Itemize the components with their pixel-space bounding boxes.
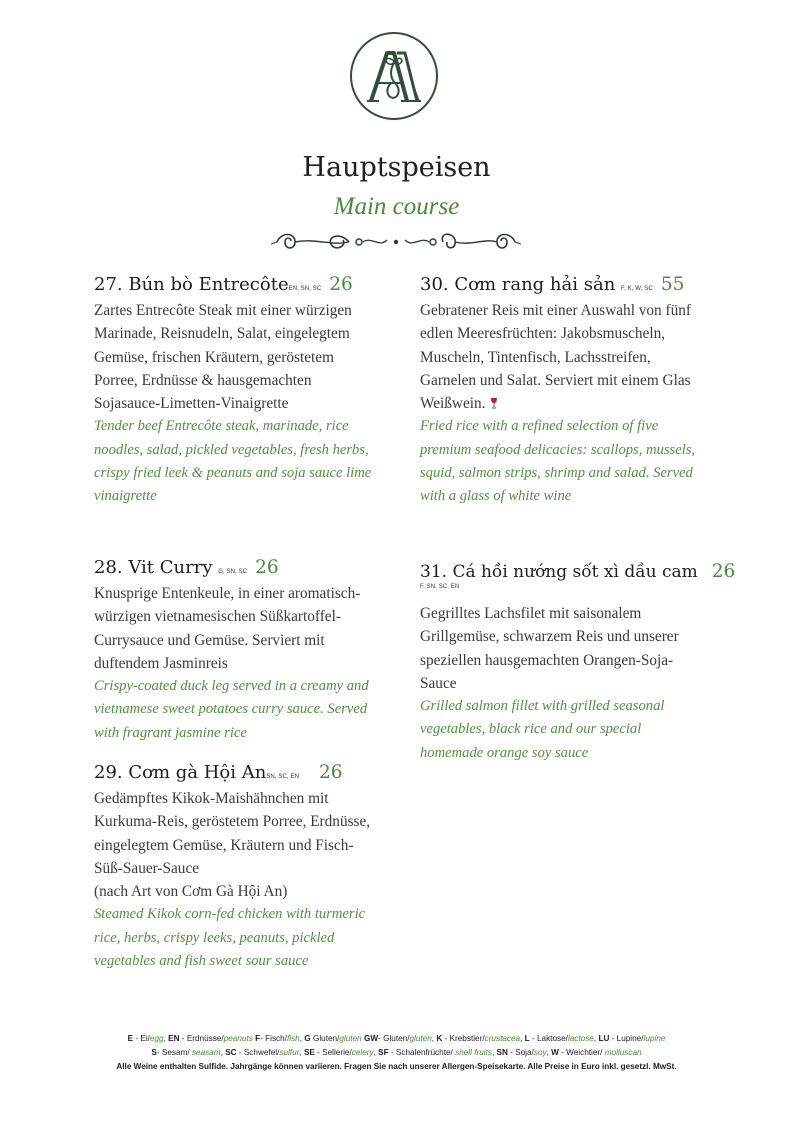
dish-name: 31. Cá hồi nướng sốt xì dầu cam [420,562,698,582]
allergen-codes: SN, SC, EN [266,774,300,780]
description-en: Crispy-coated duck leg served in a creamy and vietnamese sweet potatoes curry sauce. Served with fragrant jasmine rice [94,678,369,741]
dish-30 [420,274,705,509]
description-de-text: Gebratener Reis mit einer Auswahl von fünf edlen Meeresfrüchten: Jakobsmuscheln, Muscheln, Tintenfisch, Lachsstreifen, Garnelen und Salat. Serviert mit einem Glas Weißwein. [420,302,692,413]
dish-name: 29. Cơm gà Hội An [94,762,267,783]
description-de: Zartes Entrecôte Steak mit einer würzigen Marinade, Reisnudeln, Salat, eingelegtem Gemüse, frischen Kräutern, geröstetem Porree, Erdnüsse & hausgemachten Sojasauce-Limetten-Vinaigrette [94,302,352,413]
dish-27 [94,274,379,509]
dish-name: 27. Bún bò Entrecôte [94,274,289,295]
allergen-legend-2 [0,1048,793,1057]
dish-name: 30. Cơm rang hải sản [420,274,616,295]
description-de: Gegrilltes Lachsfilet mit saisonalem Grillgemüse, schwarzem Reis und unserer speziellen hausgemachten Orangen-Soja-Sauce [420,605,679,692]
description-en: Fried rice with a refined selection of five premium seafood delicacies: scallops, mussels, squid, salmon strips, shrimp and salad. Served with a glass of white wine [420,418,696,505]
allergen-codes: G, SN, SC [218,569,248,575]
description-de [420,299,705,415]
allergen-codes: EN, SN, SC [288,286,322,292]
dish-heading [94,274,379,295]
allergen-codes: F, K, W, SC [621,286,653,292]
wine-glass-icon [489,397,499,409]
wine-disclaimer: Alle Weine enthalten Sulfide. Jahrgänge können variieren. Fragen Sie nach unserer Allergen-Speisekarte. Alle Preise in Euro inkl. gesetzl. MwSt. [116,1062,677,1071]
dish-price: 26 [319,762,343,783]
monogram-logo [349,31,439,121]
description-en: Grilled salmon fillet with grilled seasonal vegetables, black rice and our special homemade orange soy sauce [420,698,665,761]
dish-heading [94,557,379,578]
dish-heading [420,561,736,582]
dish-28 [94,557,379,745]
dish-price: 26 [711,561,736,582]
dish-heading [420,274,705,295]
description-de: Gedämpftes Kikok-Maishähnchen mit Kurkuma-Reis, geröstetem Porree, Erdnüsse, eingelegtem Gemüse, Kräutern und Fisch-Süß-Sauer-Sauce [94,790,371,877]
description-en: Tender beef Entrecôte steak, marinade, rice noodles, salad, pickled vegetables, fresh herbs, crispy fried leek & peanuts and soja sauce lime vinaigrette [94,418,372,505]
dish-price: 26 [255,557,279,578]
description-en: Steamed Kikok corn-fed chicken with turmeric rice, herbs, crispy leeks, peanuts, pickled vegetables and fish sweet sour sauce [94,906,366,970]
legend-line-1: E - Ei/egg, EN - Erdnüsse/peanuts F- Fisch/fish, G Gluten/gluten GW- Gluten/gluten, K - Krebstier/crustacea, L - Laktose/lactose, LU - Lupine/lupine [127,1034,666,1043]
page-subtitle: Main course [333,193,460,220]
allergen-legend [0,1034,793,1043]
legend-line-2: S- Sesam/ seasam, SC - Schwefel/sulfur, SE - Sellerie/celery, SF - Schalenfrüchte/ shell fruits, SN - Soja/soy, W - Weichtier/ molluscan [151,1048,642,1057]
description-de: Knusprige Entenkeule, in einer aromatisch-würzigen vietnamesischen Süßkartoffel-Currysauce und Gemüse. Serviert mit duftendem Jasminreis [94,585,361,672]
dish-price: 26 [329,274,353,295]
dish-29 [94,762,379,973]
page-title: Hauptspeisen [302,152,491,183]
dish-price: 55 [660,274,685,295]
dish-heading [94,762,379,783]
dish-name: 28. Vit Curry [94,557,213,578]
dish-31 [420,561,736,765]
description-de-note: (nach Art von Cơm Gà Hội An) [94,883,288,901]
allergen-codes: F, SN, SC, EN [420,584,460,590]
flourish-divider [271,228,521,256]
